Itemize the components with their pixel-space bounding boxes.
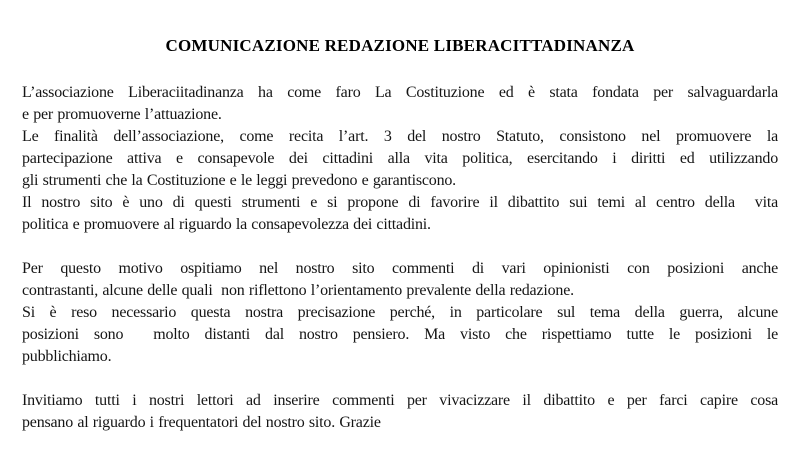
text-line: Invitiamo tutti i nostri lettori ad inserire commenti per vivacizzare il dibattito e per farci capire cosa [22,392,778,409]
text-line: partecipazione attiva e consapevole dei cittadini alla vita politica, esercitando i diritti ed utilizzando [22,150,778,167]
document-title: COMUNICAZIONE REDAZIONE LIBERACITTADINANZA [165,36,635,55]
text-line: Il nostro sito è uno di questi strumenti e si propone di favorire il dibattito sui temi al centro della vita [22,194,778,211]
paragraph-block [22,82,778,236]
paragraph-block [22,390,778,434]
document-body [22,82,778,434]
text-line: posizioni sono molto distanti dal nostro pensiero. Ma visto che rispettiamo tutte le posizioni le [22,326,778,343]
text-line: L’associazione Liberaciitadinanza ha come faro La Costituzione ed è stata fondata per salvaguardarla [22,84,778,101]
text-line: gli strumenti che la Costituzione e le leggi prevedono e garantiscono. [22,172,456,189]
text-line: contrastanti, alcune delle quali non riflettono l’orientamento prevalente della redazione. [22,282,574,299]
text-line: pubblichiamo. [22,348,112,365]
paragraph-block [22,258,778,368]
text-line: politica e promuovere al riguardo la consapevolezza dei cittadini. [22,216,431,233]
text-line: pensano al riguardo i frequentatori del nostro sito. Grazie [22,414,381,431]
text-line: Per questo motivo ospitiamo nel nostro sito commenti di vari opinionisti con posizioni anche [22,260,778,277]
text-line: Si è reso necessario questa nostra precisazione perché, in particolare sul tema della guerra, alcune [22,304,778,321]
text-line: Le finalità dell’associazione, come recita l’art. 3 del nostro Statuto, consistono nel promuovere la [22,128,778,145]
text-line: e per promuoverne l’attuazione. [22,106,222,123]
